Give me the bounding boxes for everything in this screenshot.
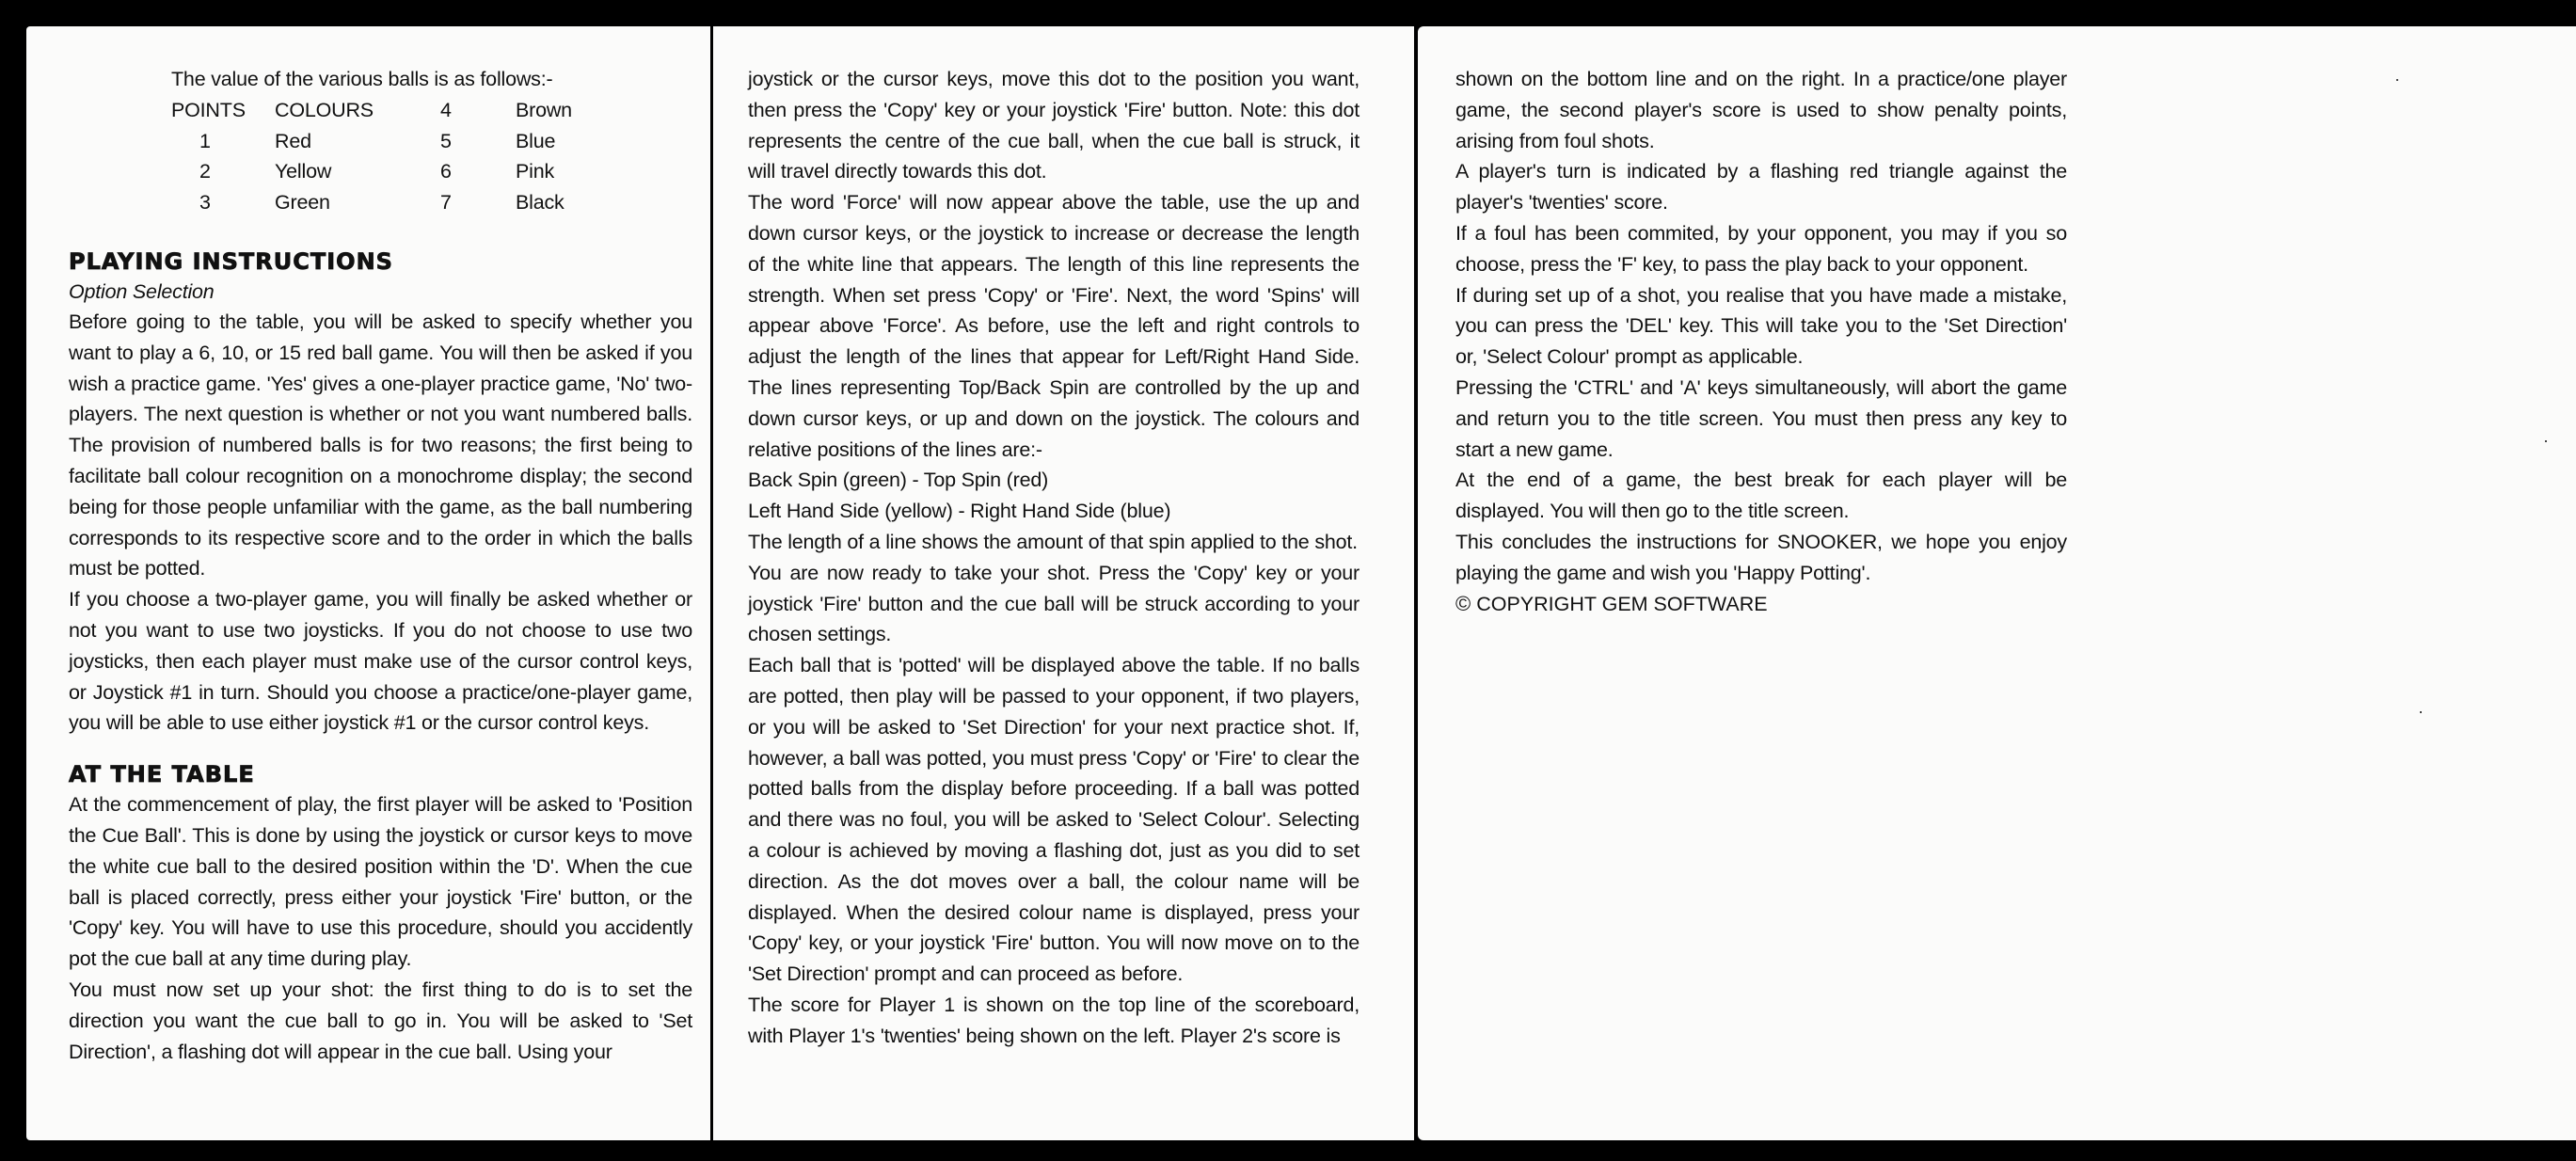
option-selection-heading: Option Selection [69, 279, 215, 303]
spin-line-top-back: Back Spin (green) - Top Spin (red) [748, 469, 1049, 492]
page-right [1418, 26, 2576, 1140]
header-colours: COLOURS [275, 98, 374, 121]
page-left [26, 26, 710, 1140]
page-left-column [69, 64, 692, 1067]
colour-yellow: Yellow [275, 160, 332, 183]
option-selection-text: Before going to the table, you will be asked to specify whether you want to play a 6, 10, or 15 red ball game. You will then be asked if you wish a practice game. 'Yes' gives a one-player practice game, 'No' two-players. The next question is whether or not you want numbered balls. The provision of numbered balls is for two reasons; the first being to facilitate ball colour recognition on a monochrome display; the second being for those people unfamiliar with the game, as the ball numbering corresponds to its respective score and to the order in which the balls must be potted. [69, 310, 692, 580]
colour-red: Red [275, 129, 311, 152]
colour-pink: Pink [516, 160, 555, 183]
page-middle-column [748, 64, 1360, 1052]
dot-position-text: joystick or the cursor keys, move this dot to the position you want, then press the 'Copy' key or your joystick 'Fire' button. Note: this dot represents the centre of the cue ball, when the cue ball is struck, it will travel directly towards this dot. [748, 68, 1360, 183]
table-row [171, 187, 572, 218]
points-4: 4 [440, 98, 452, 121]
potted-ball-text: Each ball that is 'potted' will be displayed above the table. If no balls are potted, then play will be passed to your opponent, if two players, or you will be asked to 'Set Direction' for your next practice shot. If, however, a ball was potted, you must press 'Copy' or 'Fire' to clear the potted balls from the display before proceeding. If a ball was potted and there was no foul, you will be asked to 'Select Colour'. Selecting a colour is achieved by moving a flashing dot, just as you did to set direction. As the dot moves over a ball, the colour name will be displayed. When the desired colour name is displayed, press your 'Copy' key, or your joystick 'Fire' button. You will now move on to the 'Set Direction' prompt and can proceed as before. [748, 654, 1360, 986]
points-1: 1 [199, 129, 211, 152]
header-points: POINTS [171, 98, 246, 121]
speck [2545, 440, 2547, 442]
ball-table-header [171, 95, 572, 126]
scoreboard-text: The score for Player 1 is shown on the top line of the scoreboard, with Player 1's 'twenties' being shown on the left. Player 2's score is [748, 993, 1360, 1047]
colour-green: Green [275, 191, 330, 215]
spin-amount-text: The length of a line shows the amount of that spin applied to the shot. [748, 530, 1358, 553]
best-break-text: At the end of a game, the best break for each player will be displayed. You will then go to the title screen. [1455, 469, 2067, 523]
set-direction-text: You must now set up your shot: the first thing to do is to set the direction you want the cue ball to go in. You will be asked to 'Set Direction', a flashing dot will appear in the cue ball. Using your [69, 978, 692, 1063]
points-2: 2 [199, 160, 211, 183]
speck [2396, 79, 2398, 81]
ball-values-intro: The value of the various balls is as follows:- [171, 68, 553, 90]
abort-text: Pressing the 'CTRL' and 'A' keys simultaneously, will abort the game and return you to the title screen. You must then press any key to start a new game. [1455, 375, 2067, 461]
ball-values-table [171, 95, 572, 218]
page-middle [713, 26, 1414, 1140]
joystick-text: If you choose a two-player game, you will finally be asked whether or not you want to use two joysticks. If you do not choose to use two joysticks, then each player must make use of the cursor control keys, or Joystick #1 in turn. Should you choose a practice/one-player game, you will be able to use either joystick #1 or the cursor control keys. [69, 588, 692, 735]
foul-text: If a foul has been commited, by your opponent, you may if you so choose, press the 'F' key, to pass the play back to your opponent. [1455, 221, 2067, 276]
speck [2420, 711, 2422, 713]
colour-blue: Blue [516, 129, 556, 152]
spin-line-left-right: Left Hand Side (yellow) - Right Hand Side (blue) [748, 500, 1171, 523]
table-row [171, 156, 572, 187]
copyright-notice [1455, 589, 2067, 620]
at-the-table-heading: AT THE TABLE [69, 761, 255, 788]
colour-brown: Brown [516, 98, 572, 121]
table-row [171, 126, 572, 157]
points-3: 3 [199, 191, 211, 215]
undo-text: If during set up of a shot, you realise that you have made a mistake, you can press the 'DEL' key. This will take you to the 'Set Direction' or, 'Select Colour' prompt as applicable. [1455, 283, 2067, 369]
colour-black: Black [516, 191, 564, 215]
points-5: 5 [440, 129, 452, 152]
force-spin-text: The word 'Force' will now appear above the table, use the up and down cursor keys, or the joystick to increase or decrease the length of the white line that appears. The length of this line represents the strength. When set press 'Copy' or 'Fire'. Next, the word 'Spins' will appear above 'Force'. As before, use the left and right controls to adjust the length of the lines that appear for Left/Right Hand Side. The lines representing Top/Back Spin are controlled by the up and down cursor keys, or up and down on the joystick. The colours and relative positions of the lines are:- [748, 191, 1360, 461]
copyright-text: COPYRIGHT GEM SOFTWARE [1476, 592, 1768, 615]
page-right-column [1455, 64, 2067, 619]
points-6: 6 [440, 160, 452, 183]
turn-indicator-text: A player's turn is indicated by a flashing red triangle against the player's 'twenties' score. [1455, 160, 2067, 215]
position-cue-ball-text: At the commencement of play, the first player will be asked to 'Position the Cue Ball'. This is done by using the joystick or cursor keys to move the white cue ball to the desired position within the 'D'. When the cue ball is placed correctly, press either your joystick 'Fire' button, or the 'Copy' key. You will have to use this procedure, should you accidently pot the cue ball at any time during play. [69, 793, 692, 971]
take-shot-text: You are now ready to take your shot. Press the 'Copy' key or your joystick 'Fire' button and the cue ball will be struck according to your chosen settings. [748, 561, 1360, 646]
score-text: shown on the bottom line and on the right. In a practice/one player game, the second player's score is used to show penalty points, arising from foul shots. [1455, 68, 2067, 152]
playing-instructions-heading: PLAYING INSTRUCTIONS [69, 247, 393, 275]
points-7: 7 [440, 191, 452, 215]
copyright-symbol: © [1455, 591, 1471, 615]
conclusion-text: This concludes the instructions for SNOOKER, we hope you enjoy playing the game and wish you 'Happy Potting'. [1455, 530, 2067, 584]
